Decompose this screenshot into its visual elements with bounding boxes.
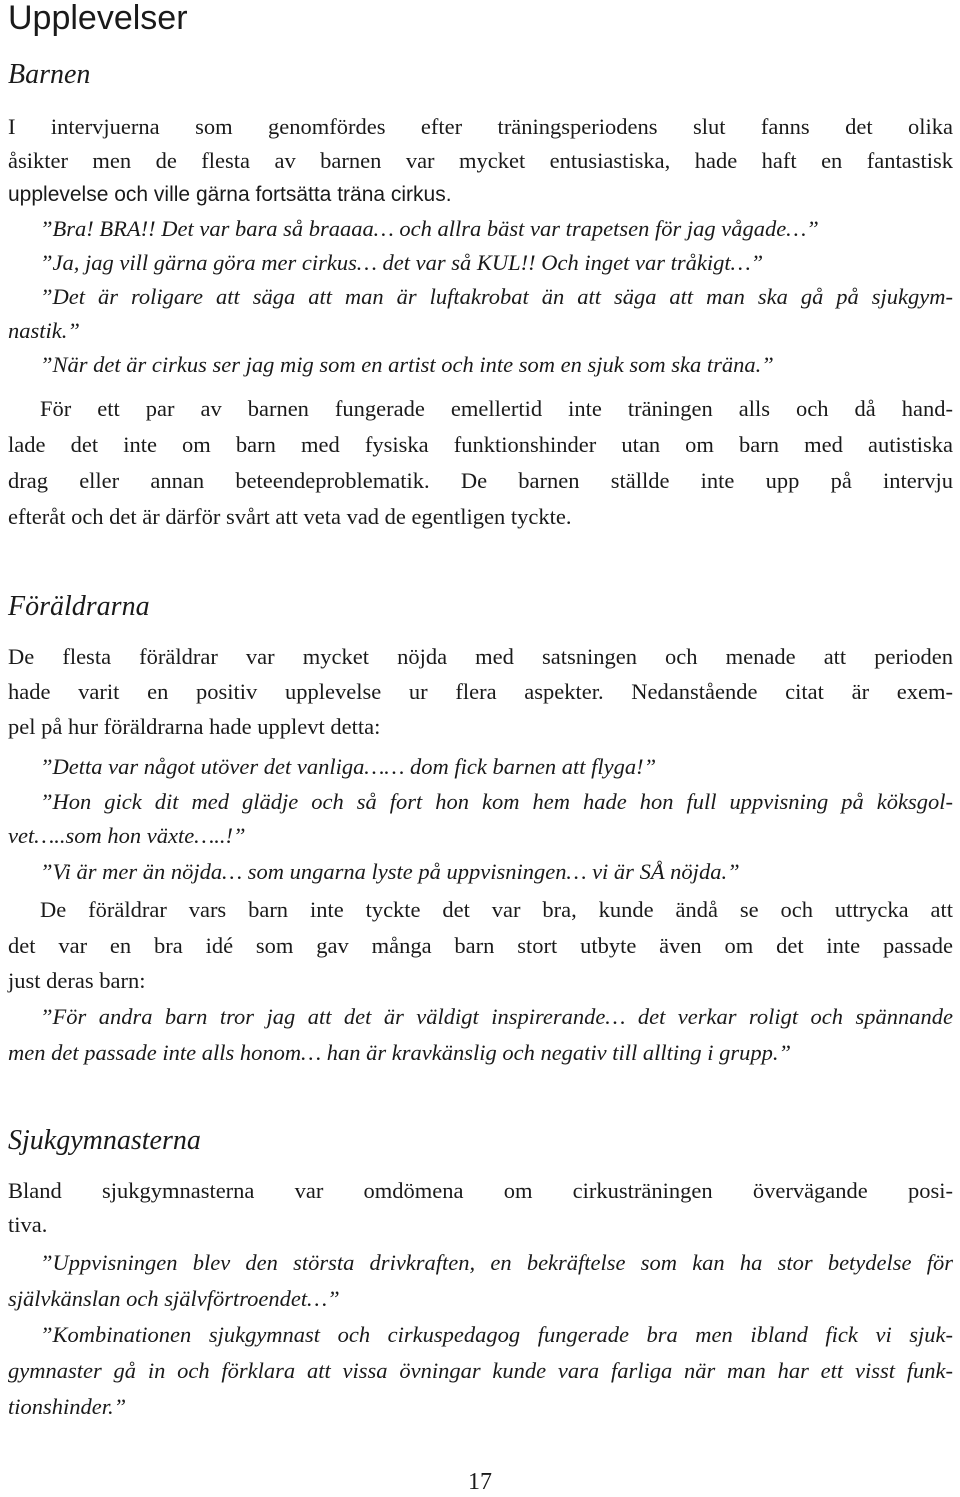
paragraph-line: lade det inte om barn med fysiska funktionshinder utan om barn med autistiska	[8, 432, 953, 457]
section-heading-foraldrarna: Föräldrarna	[8, 591, 150, 622]
quote-line: tionshinder.”	[8, 1394, 127, 1419]
paragraph-line: just deras barn:	[8, 968, 146, 993]
paragraph-line: I intervjuerna som genomfördes efter träningsperiodens slut fanns det olika	[8, 114, 953, 139]
paragraph-line: hade varit en positiv upplevelse ur flera aspekter. Nedanstående citat är exem-	[8, 679, 953, 704]
page-number: 17	[468, 1469, 492, 1495]
quote-line: ”Uppvisningen blev den största drivkraften, en bekräftelse som kan ha stor betydelse för	[40, 1250, 953, 1275]
section-heading-barnen: Barnen	[8, 59, 91, 90]
quote-line: ”Kombinationen sjukgymnast och cirkuspedagog fungerade bra men ibland fick vi sjuk-	[40, 1322, 953, 1347]
quote-line: ”Bra! BRA!! Det var bara så braaaa… och allra bäst var trapetsen för jag vågade…”	[40, 216, 819, 241]
paragraph-line: drag eller annan beteendeproblematik. De barnen ställde inte upp på intervju	[8, 468, 953, 493]
quote-line: nastik.”	[8, 318, 80, 343]
quote-line: ”Det är roligare att säga att man är luftakrobat än att säga att man ska gå på sjukgym-	[40, 284, 953, 309]
quote-line: men det passade inte alls honom… han är kravkänslig och negativ till allting i grupp.”	[8, 1040, 792, 1065]
paragraph-line: pel på hur föräldrarna hade upplevt detta:	[8, 714, 381, 739]
paragraph-line: Bland sjukgymnasterna var omdömena om cirkusträningen övervägande posi-	[8, 1178, 953, 1203]
quote-line: gymnaster gå in och förklara att vissa övningar kunde vara farliga när man har ett visst funk-	[8, 1358, 953, 1383]
paragraph-line: det var en bra idé som gav många barn stort utbyte även om det inte passade	[8, 933, 953, 958]
quote-line: självkänslan och självförtroendet…”	[8, 1286, 340, 1311]
page-title: Upplevelser	[8, 0, 188, 37]
paragraph-line: upplevelse och ville gärna fortsätta träna cirkus.	[8, 183, 452, 206]
quote-line: ”När det är cirkus ser jag mig som en artist och inte som en sjuk som ska träna.”	[40, 352, 774, 377]
quote-line: ”För andra barn tror jag att det är väldigt inspirerande… det verkar roligt och spännande	[40, 1004, 953, 1029]
quote-line: ”Detta var något utöver det vanliga…… dom fick barnen att flyga!”	[40, 754, 657, 779]
section-heading-sjukgymnasterna: Sjukgymnasterna	[8, 1125, 201, 1156]
paragraph-line: åsikter men de flesta av barnen var mycket entusiastiska, hade haft en fantastisk	[8, 148, 953, 173]
paragraph-line: De flesta föräldrar var mycket nöjda med satsningen och menade att perioden	[8, 644, 953, 669]
paragraph-line: De föräldrar vars barn inte tyckte det var bra, kunde ändå se och uttrycka att	[40, 897, 953, 922]
paragraph-line: efteråt och det är därför svårt att veta vad de egentligen tyckte.	[8, 504, 572, 529]
paragraph-line: För ett par av barnen fungerade emellertid inte träningen alls och då hand-	[40, 396, 953, 421]
quote-line: ”Ja, jag vill gärna göra mer cirkus… det var så KUL!! Och inget var tråkigt…”	[40, 250, 764, 275]
quote-line: ”Hon gick dit med glädje och så fort hon kom hem hade hon full uppvisning på köksgol-	[40, 789, 953, 814]
quote-line: ”Vi är mer än nöjda… som ungarna lyste på uppvisningen… vi är SÅ nöjda.”	[40, 859, 740, 884]
quote-line: vet…..som hon växte…..!”	[8, 823, 246, 848]
paragraph-line: tiva.	[8, 1212, 48, 1237]
